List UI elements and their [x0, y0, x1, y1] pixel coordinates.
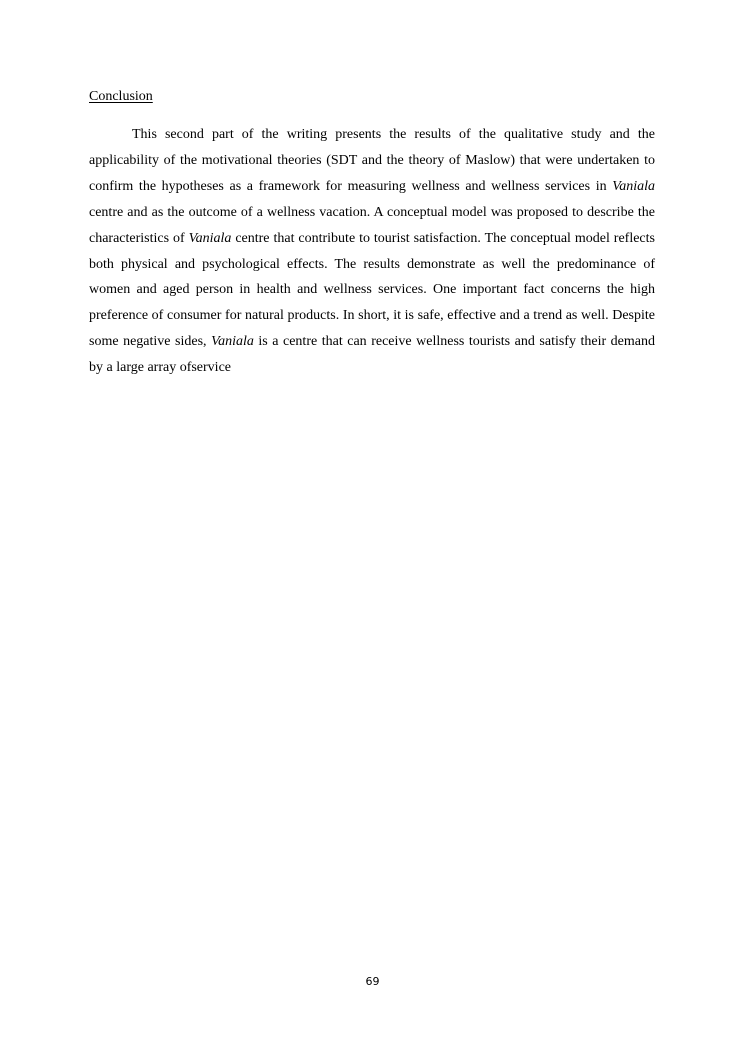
paragraph-segment-4: is a centre that can receive wellness tourists and satisfy their demand by a large array ofservice: [89, 334, 655, 376]
section-heading: Conclusion: [89, 89, 153, 104]
paragraph-italic-2: Vaniala: [188, 230, 232, 246]
paragraph-segment-1: This second part of the writing presents the results of the qualitative study and the applicability of the motivational theories (SDT and the theory of Maslow) that were undertaken to confirm the hypotheses as a framework for measuring wellness and wellness services in: [89, 127, 655, 194]
page-number: 69: [365, 975, 380, 988]
paragraph-italic-3: Vaniala: [211, 334, 254, 350]
paragraph-italic-1: Vaniala: [612, 178, 655, 194]
conclusion-paragraph: [89, 122, 655, 381]
paragraph-segment-2: centre and as the outcome of a wellness vacation. A conceptual model was proposed to describe the characteristics of: [89, 204, 655, 246]
paragraph-segment-3: centre that contribute to tourist satisfaction. The conceptual model reflects both physical and psychological effects. The results demonstrate as well the predominance of women and aged person in health and wellness services. One important fact concerns the high preference of consumer for natural products. In short, it is safe, effective and a trend as well. Despite some negative sides,: [89, 230, 655, 350]
